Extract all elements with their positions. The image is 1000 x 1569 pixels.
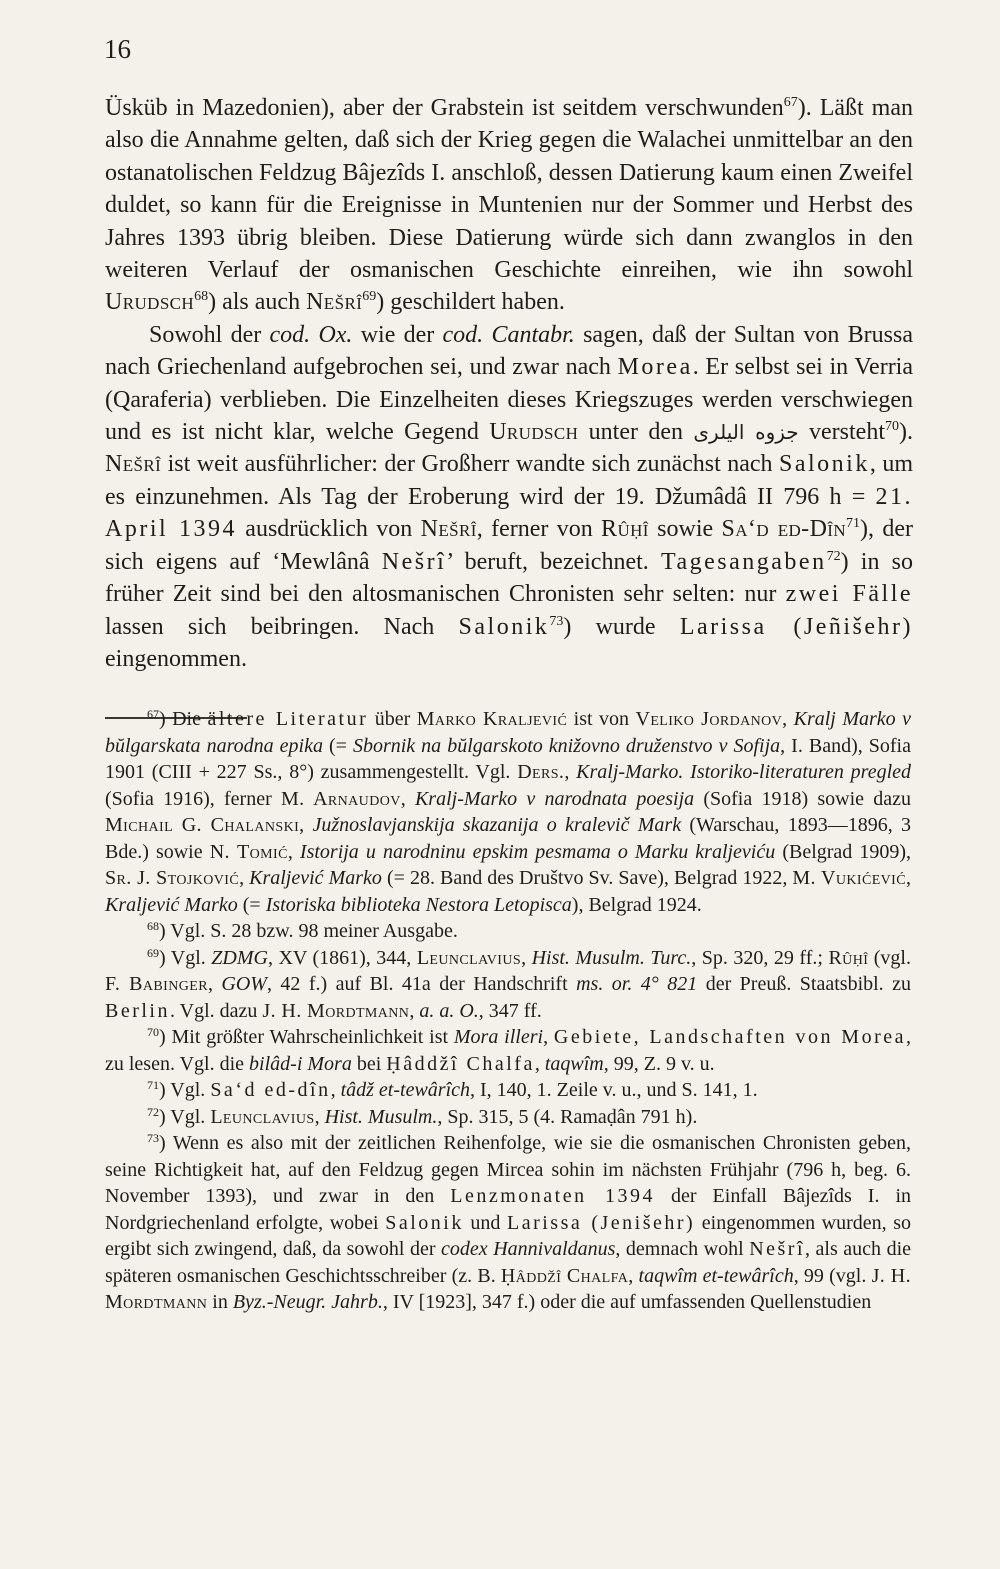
page-number: 16 xyxy=(104,34,131,64)
text: ’ beruft, bezeichnet. xyxy=(446,548,661,575)
footnote-ref: 67 xyxy=(783,95,798,110)
text: ) Vgl. xyxy=(159,1105,211,1128)
author-name: Urudsch xyxy=(489,419,579,446)
text: eingenommen. xyxy=(105,645,247,672)
author-name: Sa‘d ed-Dîn xyxy=(721,516,847,543)
text: (Warschau, 1893—1896, 3 Bde.) sowie xyxy=(105,814,911,863)
text: , xyxy=(299,814,313,836)
text: ausdrücklich von xyxy=(236,516,421,543)
emphasis: Lenzmonaten 1394 xyxy=(450,1185,656,1207)
work-title: a. a. O. xyxy=(419,999,479,1022)
text: (= xyxy=(237,893,266,916)
footnote-number: 68 xyxy=(147,919,159,933)
text: , xyxy=(400,787,415,810)
work-title: Istoriska biblioteka Nestora Letopisca xyxy=(265,893,572,916)
text: , 99 (vgl. xyxy=(793,1264,872,1287)
text: , ferner von xyxy=(476,516,602,543)
footnote-number: 71 xyxy=(147,1078,159,1092)
text: , 99, Z. 9 v. u. xyxy=(603,1052,715,1075)
text: bei xyxy=(351,1052,387,1075)
text: ) Wenn es also mit der zeitlichen Reihenfolge, wie sie die osmanischen Chronisten geben, seine Richtigkeit hat, auf den Feldzug gegen Mircea sohin im nächsten Frühjahr (796 h, beg. 6. November 1393), und zwar in den xyxy=(105,1132,911,1207)
text: ) als auch xyxy=(208,289,307,316)
footnote-68 xyxy=(105,918,911,945)
author-name: Leunclavius xyxy=(416,946,522,969)
author-name: Nešrî xyxy=(306,289,363,316)
text: , xyxy=(330,1079,341,1101)
emphasis: 21. April 1394 xyxy=(105,483,913,543)
author-name: F. Babinger xyxy=(105,973,208,995)
work-title: codex Hannivaldanus xyxy=(441,1238,616,1260)
author-name: Ders. xyxy=(517,761,565,783)
footnote-69 xyxy=(105,945,911,1025)
text: sowie xyxy=(648,516,722,543)
text: unter den xyxy=(578,419,694,446)
text: ), Belgrad 1924. xyxy=(571,893,702,916)
text: , demnach wohl xyxy=(615,1238,750,1260)
text: ) geschildert haben. xyxy=(376,289,565,316)
text: , 347 ff. xyxy=(478,999,542,1022)
work-title: Hist. Musulm. xyxy=(324,1105,438,1128)
author-name: Urudsch xyxy=(105,289,195,316)
footnote-number: 67 xyxy=(147,707,159,721)
emphasis: Gebiete, Landschaften von Morea xyxy=(553,1026,907,1048)
paragraph xyxy=(105,92,913,319)
text: lassen sich beibringen. Nach xyxy=(105,613,459,640)
work-title: Mora illeri xyxy=(453,1026,544,1048)
text: , als auch die späteren osmanischen Geschichtsschreiber (z. B. xyxy=(105,1238,912,1287)
emphasis: Larissa (Jenišehr) xyxy=(507,1211,696,1234)
author-name: J. H. Mordtmann xyxy=(262,999,410,1022)
footnote-73 xyxy=(105,1130,911,1316)
paragraph xyxy=(105,319,913,675)
footnote-number: 70 xyxy=(147,1025,159,1039)
manuscript-title: cod. Ox. xyxy=(269,321,353,348)
text: ) Vgl. xyxy=(159,946,212,969)
author-name: N. Tomić xyxy=(209,840,288,863)
text: ) Vgl. xyxy=(159,1079,211,1101)
manuscript-title: cod. Cantabr. xyxy=(442,321,575,348)
emphasis: Morea xyxy=(617,354,693,381)
text: versteht xyxy=(798,419,885,446)
work-title: Kraljević Marko xyxy=(105,893,238,916)
emphasis: Salonik xyxy=(779,451,870,478)
text: (Sofia 1916), ferner xyxy=(105,787,281,810)
text: , IV [1923], 347 f.) oder die auf umfassenden Quellenstudien xyxy=(382,1291,872,1313)
text: , um es einzunehmen. Als Tag der Eroberung wird der 19. Džumâdâ II 796 h = xyxy=(105,451,913,510)
emphasis: Salonik xyxy=(385,1211,464,1234)
work-title: Kralj-Marko v narodnata poesija xyxy=(414,787,695,810)
text: ), der sich eigens auf ‘Mewlânâ xyxy=(105,516,914,575)
emphasis: Nešrî xyxy=(749,1238,806,1260)
text: ) wurde xyxy=(563,613,680,640)
text: , XV (1861), 344, xyxy=(267,946,417,969)
text: und xyxy=(463,1211,507,1234)
text: (Belgrad 1909), xyxy=(775,840,912,863)
author-name: Veliko Jordanov xyxy=(635,708,783,730)
work-title: taqwîm et-tewârîch xyxy=(638,1264,794,1287)
text: Üsküb in Mazedonien), aber der Grabstein ist seitdem verschwunden xyxy=(105,95,784,121)
footnote-number: 72 xyxy=(147,1104,159,1119)
text: der Einfall Bâjezîds I. in Nordgriechenland erfolgte, wobei xyxy=(105,1185,911,1234)
author-name: Michail G. Chalanski xyxy=(105,814,300,836)
footnote-ref: 68 xyxy=(194,289,209,305)
text: , xyxy=(534,1052,545,1075)
emphasis: zwei Fälle xyxy=(785,581,914,608)
text: sagen, daß der Sultan von Brussa nach Griechenland aufgebrochen sei, und zwar nach xyxy=(105,321,914,381)
work-title: Kralj Marko v bŭlgarskata narodna epika xyxy=(105,708,911,757)
footnote-number: 69 xyxy=(147,945,159,960)
work-title: ZDMG xyxy=(211,946,268,969)
text: , I. Band), Sofia 1901 (CIII + 227 Ss., 8°) zusammengestellt. Vgl. xyxy=(105,734,911,783)
footnote-ref: 71 xyxy=(846,516,861,532)
text: (vgl. xyxy=(868,946,911,969)
author-name: Nešrî xyxy=(105,451,162,478)
work-title: ms. or. 4° 821 xyxy=(576,973,698,995)
work-title: Kralj-Marko. Istoriko-literaturen pregled xyxy=(576,761,912,783)
work-title: taqwîm xyxy=(544,1052,604,1075)
work-title: tâdž et-tewârîch xyxy=(340,1079,471,1101)
author-name: Marko Kraljević xyxy=(416,708,568,730)
footnote-ref: 70 xyxy=(885,419,899,435)
author-name: J. H. Mordtmann xyxy=(105,1264,912,1313)
text: , xyxy=(287,840,300,863)
text: wie der xyxy=(352,321,443,348)
author-name: M. Vukićević xyxy=(792,867,906,889)
text: , xyxy=(239,867,250,889)
text: über xyxy=(368,708,417,730)
text: ). xyxy=(899,419,913,446)
emphasis: Berlin xyxy=(105,999,170,1022)
text: ist von xyxy=(567,708,636,730)
text: , xyxy=(905,867,911,889)
work-title: Hist. Musulm. Turc. xyxy=(531,946,692,969)
author-name: Leunclavius xyxy=(210,1105,315,1128)
text: , xyxy=(628,1264,639,1287)
work-title: Byz.-Neugr. Jahrb. xyxy=(232,1291,383,1313)
footnotes xyxy=(105,706,911,1316)
footnote-ref: 72 xyxy=(826,548,841,564)
text: , zu lesen. Vgl. die xyxy=(105,1026,912,1075)
text: ) Vgl. S. 28 bzw. 98 meiner Ausgabe. xyxy=(159,920,458,942)
footnote-71 xyxy=(105,1077,911,1104)
text: in xyxy=(207,1291,233,1313)
emphasis: Tagesangaben xyxy=(660,548,827,575)
text: , 42 f.) auf Bl. 41a der Handschrift xyxy=(266,973,577,995)
text: , Sp. 315, 5 (4. Ramaḍân 791 h). xyxy=(437,1105,698,1128)
text: , I, 140, 1. Zeile v. u., und S. 141, 1. xyxy=(470,1079,758,1101)
text: , xyxy=(207,973,222,995)
text: ist weit ausführlicher: der Großherr wandte sich zunächst nach xyxy=(161,451,780,478)
emphasis: Larissa (Jeñišehr) xyxy=(679,613,913,640)
emphasis: Sa‘d ed-dîn xyxy=(210,1079,331,1101)
text: der Preuß. Staatsbibl. zu xyxy=(697,973,912,995)
author-name: Rûḥî xyxy=(828,946,869,969)
text: . Er selbst sei in Verria (Qaraferia) verblieben. Die Einzelheiten dieses Kriegszuges werden verschwiegen und es ist nicht klar, welche Gegend xyxy=(105,354,913,446)
text: . Vgl. dazu xyxy=(170,999,263,1022)
footnote-ref: 73 xyxy=(549,613,564,629)
text: , Sp. 320, 29 ff.; xyxy=(691,946,829,969)
work-title: Kraljević Marko xyxy=(249,867,382,889)
author-name: M. Arnaudov xyxy=(280,787,401,810)
footnote-number: 73 xyxy=(147,1131,159,1145)
work-title: Istorija u narodninu epskim pesmama o Marku kraljeviću xyxy=(299,840,776,863)
text: , xyxy=(782,708,794,730)
text: (Sofia 1918) sowie dazu xyxy=(694,787,911,810)
text: , xyxy=(521,946,532,969)
work-title: Južnoslavjanskija skazanija o kralevič Mark xyxy=(312,814,682,836)
text: ). Läßt man also die Annahme gelten, daß sich der Krieg gegen die Walachei unmittelbar an den ostanatolischen Feldzug Bâjezîds I. anschloß, dessen Datierung kaum einen Zweifel duldet, so kann für die Ereignisse in Muntenien nur der Sommer und Herbst des Jahres 1393 übrig bleiben. Diese Datierung würde sich dann zwanglos in den weiteren Verlauf der osmanischen Geschichte einreihen, wie ihn sowohl xyxy=(105,95,914,284)
text: ) in so früher Zeit sind bei den altosmanischen Chronisten sehr selten: nur xyxy=(105,548,913,608)
footnote-67 xyxy=(105,706,911,918)
text: ) Mit größter Wahrscheinlichkeit ist xyxy=(159,1026,454,1048)
text: Sowohl der xyxy=(149,321,270,348)
emphasis: Ḥâddžî Chalfa xyxy=(386,1052,535,1075)
text: (= xyxy=(322,734,353,757)
main-text xyxy=(105,92,913,675)
work-title: GOW xyxy=(221,973,267,995)
author-name: Sr. J. Stojković xyxy=(105,867,240,889)
text: , xyxy=(543,1026,554,1048)
author-name: Nešrî xyxy=(420,516,477,543)
author-name: Rûḥî xyxy=(601,516,649,543)
work-title: bilâd-i Mora xyxy=(249,1052,352,1075)
arabic-script-phrase: جزوه الیلری xyxy=(693,420,799,445)
emphasis: ältere Literatur xyxy=(207,708,369,730)
footnote-72 xyxy=(105,1104,911,1131)
emphasis: Salonik xyxy=(458,613,550,640)
author-name: Ḥâddžî Chalfa xyxy=(500,1264,629,1287)
text: , xyxy=(409,999,420,1022)
footnote-70 xyxy=(105,1024,911,1077)
emphasis: Nešrî xyxy=(381,548,447,575)
work-title: Sbornik na bŭlgarskoto knižovno druženstvo v Sofija xyxy=(352,734,781,757)
text: eingenommen wurden, so ergibt sich zwingend, daß, da sowohl der xyxy=(105,1211,912,1260)
text: ) Die xyxy=(159,708,208,730)
text: , xyxy=(564,761,577,783)
footnote-ref: 69 xyxy=(362,289,377,305)
text: (= 28. Band des Društvo Sv. Save), Belgrad 1922, xyxy=(381,867,793,889)
text: , xyxy=(314,1105,325,1128)
